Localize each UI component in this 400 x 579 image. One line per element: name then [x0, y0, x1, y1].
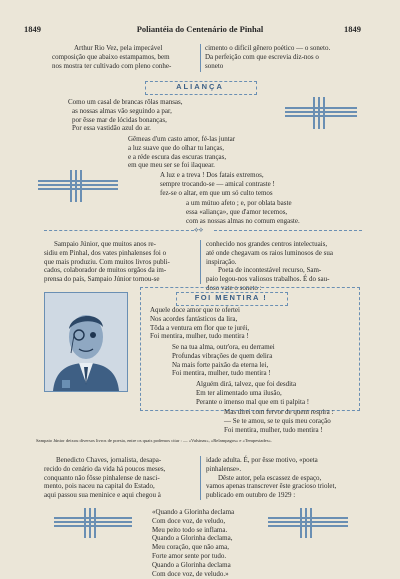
- sampaio-left-column: Sampaio Júnior, que muitos anos re- sidiu em Pinhal, dos vates pinhalenses foi o que mais produziu. Com muitos livros publi- cados, colaborador de muitos orgãos da im- prensa do país, Sampaio Júnior tornou-se: [44, 240, 170, 284]
- separator-ornament-icon: ⟡⟡: [194, 226, 204, 234]
- foi-mentira-stanza-1: Aquele doce amor que te ofertei Nos acordes fantásticos da lira, Tôda a ventura em flor que te juréi, Foi mentira, mulher, tudo mentira !: [150, 306, 250, 341]
- column-divider: [200, 456, 201, 500]
- column-divider: [200, 44, 201, 72]
- alianca-stanza-3: A luz e a treva ! Dos fatais extremos, sempre trocando-se — amical contraste ! fez-se o altar, em que um só culto temos: [160, 171, 275, 197]
- foi-mentira-stanza-3: Alguém dirá, talvez, que foi desdita Em ter alimentado uma ilusão, Perante o imenso mal que em ti palpita !: [196, 380, 310, 406]
- portrait-man-icon: [45, 293, 127, 391]
- page-number-left: 1849: [24, 24, 41, 34]
- photo-caption: Sampaio Júnior deixou diversos livros de poesia, entre os quais podemos citar : — «Valsinas», «Relampagos» e «Tempestades».: [36, 438, 272, 443]
- column-divider: [200, 240, 201, 284]
- alianca-stanza-1: Como um casal de brancas rôlas mansas, as nossas almas vão seguindo a par, por êsse mar de lócidas bonanças, Por essa vastidão azul do ar.: [68, 98, 183, 133]
- intro-right-column: cimento o difícil gênero poético — o soneto. Da perfeição com que escrevia diz-nos o soneto: [205, 44, 331, 70]
- ornament-cross-top-right: [285, 97, 357, 129]
- photo-corner-mark: [62, 380, 70, 388]
- separator-left: [44, 230, 194, 231]
- triolet-poem: «Quando a Glorinha declama Com doce voz, de veludo, Meu peito todo se inflama. Quando a Glorinha declama, Meu coração, que não ama, Forte amor sente por tudo. Quando a Glorinha declama Com doce voz, de veludo.»: [152, 508, 235, 578]
- foi-mentira-title: FOI MENTIRA !: [194, 293, 268, 302]
- benedicto-right-column: idade adulta. É, por êsse motivo, «poeta pinhalense». Dêste autor, pela escassez de espaço, vamos apenas transcrever êste gracioso triolet, publicado em outubro de 1929 :: [206, 456, 337, 500]
- foi-mentira-stanza-2: Se na tua alma, outr'ora, eu derramei Profundas vibrações de quem delira Na mais forte paixão da eterna lei, Foi mentira, mulher, tudo mentira !: [172, 343, 275, 378]
- page-number-right: 1849: [344, 24, 361, 34]
- separator-right: [214, 230, 362, 231]
- alianca-stanza-2: Gêmeas d'um casto amor, fé-las juntar a luz suave que do olhar tu lanças, e a réde escura das escuras tranças, em que meu ser se foi ilaquear.: [128, 135, 236, 170]
- ornament-cross-left: [38, 170, 118, 202]
- ornament-cross-bottom-left: [54, 508, 132, 538]
- alianca-title: ALIANÇA: [176, 82, 224, 91]
- portrait-photo: [44, 292, 128, 392]
- intro-left-column: Arthur Rio Vez, pela impecável composição que abaixo estampamos, bem nos mostra ter cultivado com pleno conhe-: [52, 44, 172, 70]
- sampaio-right-column: conhecido nos grandes centros intelectuais, até onde chegavam os raios luminosos de sua inspiração. Poeta de incontestável recurso, Sam- paio legou-nos valiosos trabalhos. É do sau- doso vate o soneto :: [206, 240, 333, 292]
- benedicto-left-column: Benedicto Chaves, jornalista, desapa- recido do cenário da vida há poucos meses, conquanto não fôsse pinhalense de nasci- mento, pois naceu na capital do Estado, aqui passou sua meninice e aqui chegou à: [44, 456, 166, 500]
- alianca-stanza-4: a um mútuo afeto ; e, por oblata baste essa «aliança», que d'amor tecemos, com as nossas almas no comum engaste.: [186, 199, 300, 225]
- ornament-cross-bottom-right: [268, 508, 348, 538]
- foi-mentira-stanza-4: Mas direi com fervor de quem respira : — Se te amou, se te quis meu coração Foi mentira, mulher, tudo mentira !: [224, 408, 334, 434]
- running-title: Poliantéia do Centenário de Pinhal: [136, 24, 264, 34]
